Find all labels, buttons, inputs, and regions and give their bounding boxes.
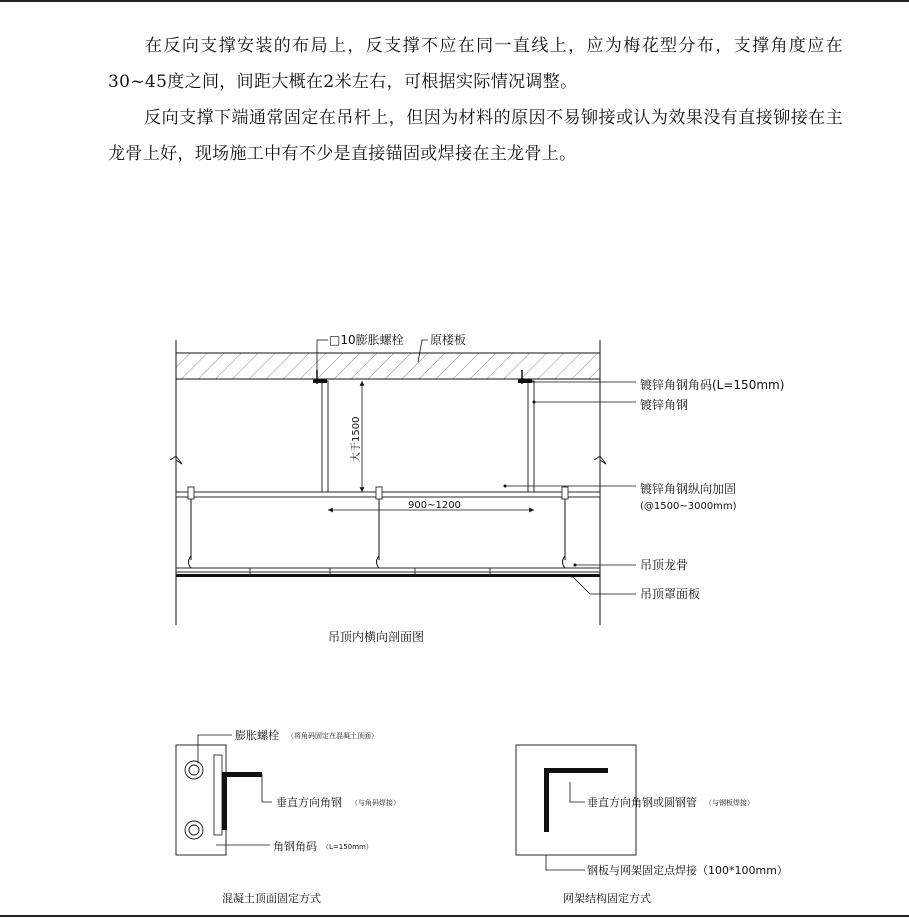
concrete-angle-label: 垂直方向角钢 bbox=[276, 796, 342, 809]
label-bolt: □10膨胀螺栓 bbox=[329, 333, 404, 347]
label-slab: 原楼板 bbox=[430, 333, 467, 347]
label-longitudinal: 镀锌角钢纵向加固 bbox=[640, 482, 737, 496]
right-vertical-angle bbox=[528, 381, 534, 493]
section-caption: 吊顶内横向剖面图 bbox=[328, 630, 425, 644]
longitudinal-angle bbox=[176, 492, 600, 497]
paragraph-2-text: 反向支撑下端通常固定在吊杆上，但因为材料的原因不易铆接或认为效果没有直接铆接在主龙骨上好，现场施工中有不少是直接锚固或焊接在主龙骨上。 bbox=[108, 108, 843, 164]
height-dimension-label: 大于1500 bbox=[351, 416, 362, 462]
label-angle-bracket: 镀锌角钢角码(L=150mm) bbox=[640, 378, 785, 392]
width-dimension-label: 900~1200 bbox=[408, 500, 461, 511]
paragraph-1-text: 在反向支撑安装的布局上，反支撑不应在同一直线上，应为梅花型分布，支撑角度应在30~45度之间，间距大概在2米左右，可根据实际情况调整。 bbox=[108, 36, 843, 92]
label-angle-steel: 镀锌角钢 bbox=[640, 398, 689, 412]
bolt-head-lower bbox=[185, 821, 203, 839]
concrete-caption: 混凝土顶面固定方式 bbox=[222, 892, 321, 905]
truss-angle-note: （与钢板焊接） bbox=[705, 799, 754, 807]
label-cover-board: 吊顶罩面板 bbox=[640, 587, 701, 601]
concrete-slab bbox=[176, 353, 600, 379]
ceiling-section bbox=[170, 332, 784, 644]
concrete-bolt-note: （将角码固定在混凝土顶面） bbox=[287, 732, 378, 740]
clip-1 bbox=[188, 487, 194, 499]
clip-2 bbox=[376, 487, 382, 499]
label-longitudinal-spacing: (@1500~3000mm) bbox=[640, 501, 737, 512]
truss-angle-label: 垂直方向角钢或圆钢管 bbox=[587, 796, 697, 809]
truss-plate-label: 钢板与网架固定点焊接（100*100mm） bbox=[587, 864, 788, 877]
angle-bracket-plate bbox=[214, 755, 222, 835]
truss-caption: 网架结构固定方式 bbox=[563, 892, 651, 905]
concrete-bolt-label: 膨胀螺栓 bbox=[235, 729, 279, 742]
ceiling-cover-board bbox=[176, 574, 600, 577]
label-main-keel: 吊顶龙骨 bbox=[640, 558, 689, 572]
concrete-detail bbox=[176, 728, 400, 905]
ceiling-keel bbox=[176, 568, 600, 572]
bolt-head-upper bbox=[185, 761, 203, 779]
concrete-bracket-note: （L=150mm） bbox=[322, 843, 373, 851]
clip-3 bbox=[562, 487, 568, 499]
left-vertical-angle bbox=[322, 381, 328, 493]
concrete-angle-note: （与角码焊接） bbox=[351, 799, 400, 807]
concrete-bracket-label: 角钢角码 bbox=[273, 840, 317, 853]
truss-detail bbox=[516, 745, 788, 905]
vertical-angle-profile bbox=[222, 772, 262, 830]
